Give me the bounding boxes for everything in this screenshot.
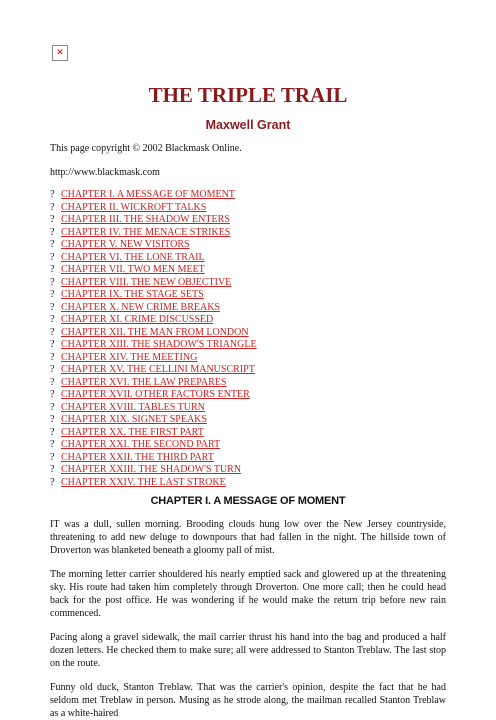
toc-bullet: ? [50,314,55,326]
toc-link[interactable]: CHAPTER XV. THE CELLINI MANUSCRIPT [61,364,255,376]
toc-link[interactable]: CHAPTER IV. THE MENACE STRIKES [61,226,231,238]
book-author: Maxwell Grant [205,118,291,133]
toc-link[interactable]: CHAPTER II. WICKROFT TALKS [61,201,207,213]
toc-link[interactable]: CHAPTER XXIII. THE SHADOW'S TURN [61,464,242,476]
toc-link[interactable]: CHAPTER IX. THE STAGE SETS [61,289,204,301]
toc-link[interactable]: CHAPTER XXI. THE SECOND PART [61,439,221,451]
toc-item [50,214,446,227]
toc-bullet: ? [50,401,55,413]
toc-link[interactable]: CHAPTER XVII. OTHER FACTORS ENTER [61,389,250,401]
toc-bullet: ? [50,189,55,201]
toc-bullet: ? [50,226,55,238]
toc-link[interactable]: CHAPTER XX. THE FIRST PART [61,426,204,438]
paragraph: IT was a dull, sullen morning. Brooding clouds hung low over the New Jersey countryside, threatening to add new deluge to downpours that had fallen in the night. The hillside town of Droverton was blanketed beneath a gloomy pall of mist. [50,519,446,557]
toc-link[interactable]: CHAPTER V. NEW VISITORS [61,239,190,251]
toc-item [50,339,446,352]
toc-bullet: ? [50,251,55,263]
toc-item [50,227,446,240]
copyright-notice: This page copyright © 2002 Blackmask Online. [50,143,242,155]
toc-bullet: ? [50,364,55,376]
toc-bullet: ? [50,351,55,363]
toc-item [50,452,446,465]
toc-link[interactable]: CHAPTER XXII. THE THIRD PART [61,451,214,463]
toc-item [50,377,446,390]
document-page [50,45,446,720]
toc-item [50,414,446,427]
toc-item [50,439,446,452]
toc-bullet: ? [50,414,55,426]
book-title: THE TRIPLE TRAIL [148,83,348,107]
toc-item [50,264,446,277]
toc-item [50,302,446,315]
toc-link[interactable]: CHAPTER XIX. SIGNET SPEAKS [61,414,207,426]
toc-link[interactable]: CHAPTER XVIII. TABLES TURN [61,401,205,413]
chapter-heading: CHAPTER I. A MESSAGE OF MOMENT [150,495,346,508]
toc-item [50,464,446,477]
broken-image-icon: ✕ [52,45,68,61]
toc-item [50,289,446,302]
toc-item [50,477,446,490]
toc-link[interactable]: CHAPTER VIII. THE NEW OBJECTIVE [61,276,232,288]
toc-link[interactable]: CHAPTER XII. THE MAN FROM LONDON [61,326,249,338]
toc-item [50,189,446,202]
toc-item [50,427,446,440]
paragraph: Funny old duck, Stanton Treblaw. That was the carrier's opinion, despite the fact that he had seldom met Treblaw in person. Musing as he strode along, the mailman recalled Stanton Treblaw as a white-haired [50,682,446,720]
toc-link[interactable]: CHAPTER VII. TWO MEN MEET [61,264,205,276]
toc-link[interactable]: CHAPTER XVI. THE LAW PREPARES [61,376,227,388]
toc-item [50,314,446,327]
toc-item [50,202,446,215]
toc-bullet: ? [50,339,55,351]
toc-item [50,277,446,290]
toc-item [50,239,446,252]
toc-bullet: ? [50,389,55,401]
toc-item [50,327,446,340]
toc-item [50,352,446,365]
source-url: http://www.blackmask.com [50,166,160,178]
toc-link[interactable]: CHAPTER XI. CRIME DISCUSSED [61,314,214,326]
toc-bullet: ? [50,276,55,288]
toc-link[interactable]: CHAPTER XIV. THE MEETING [61,351,198,363]
toc-bullet: ? [50,476,55,488]
toc-item [50,402,446,415]
paragraph: Pacing along a gravel sidewalk, the mail carrier thrust his hand into the bag and produced a half dozen letters. He checked them to make sure; all were addressed to Stanton Treblaw. The last stop on the route. [50,632,446,670]
paragraph: The morning letter carrier shouldered his nearly emptied sack and glowered up at the threatening sky. His route had taken him completely through Droverton. One more call; then he could head back for the post office. He was wondering if he would make the return trip before new rain commenced. [50,569,446,620]
toc-item [50,364,446,377]
table-of-contents [50,189,446,489]
toc-bullet: ? [50,264,55,276]
toc-link[interactable]: CHAPTER XXIV. THE LAST STROKE [61,476,226,488]
toc-link[interactable]: CHAPTER XIII. THE SHADOW'S TRIANGLE [61,339,257,351]
toc-bullet: ? [50,426,55,438]
toc-bullet: ? [50,201,55,213]
toc-link[interactable]: CHAPTER VI. THE LONE TRAIL [61,251,205,263]
toc-bullet: ? [50,439,55,451]
toc-link[interactable]: CHAPTER I. A MESSAGE OF MOMENT [61,189,235,201]
toc-link[interactable]: CHAPTER III. THE SHADOW ENTERS [61,214,230,226]
toc-bullet: ? [50,214,55,226]
toc-item [50,389,446,402]
toc-bullet: ? [50,239,55,251]
toc-bullet: ? [50,289,55,301]
toc-bullet: ? [50,451,55,463]
toc-bullet: ? [50,301,55,313]
toc-bullet: ? [50,376,55,388]
toc-bullet: ? [50,326,55,338]
toc-link[interactable]: CHAPTER X. NEW CRIME BREAKS [61,301,220,313]
toc-bullet: ? [50,464,55,476]
toc-item [50,252,446,265]
